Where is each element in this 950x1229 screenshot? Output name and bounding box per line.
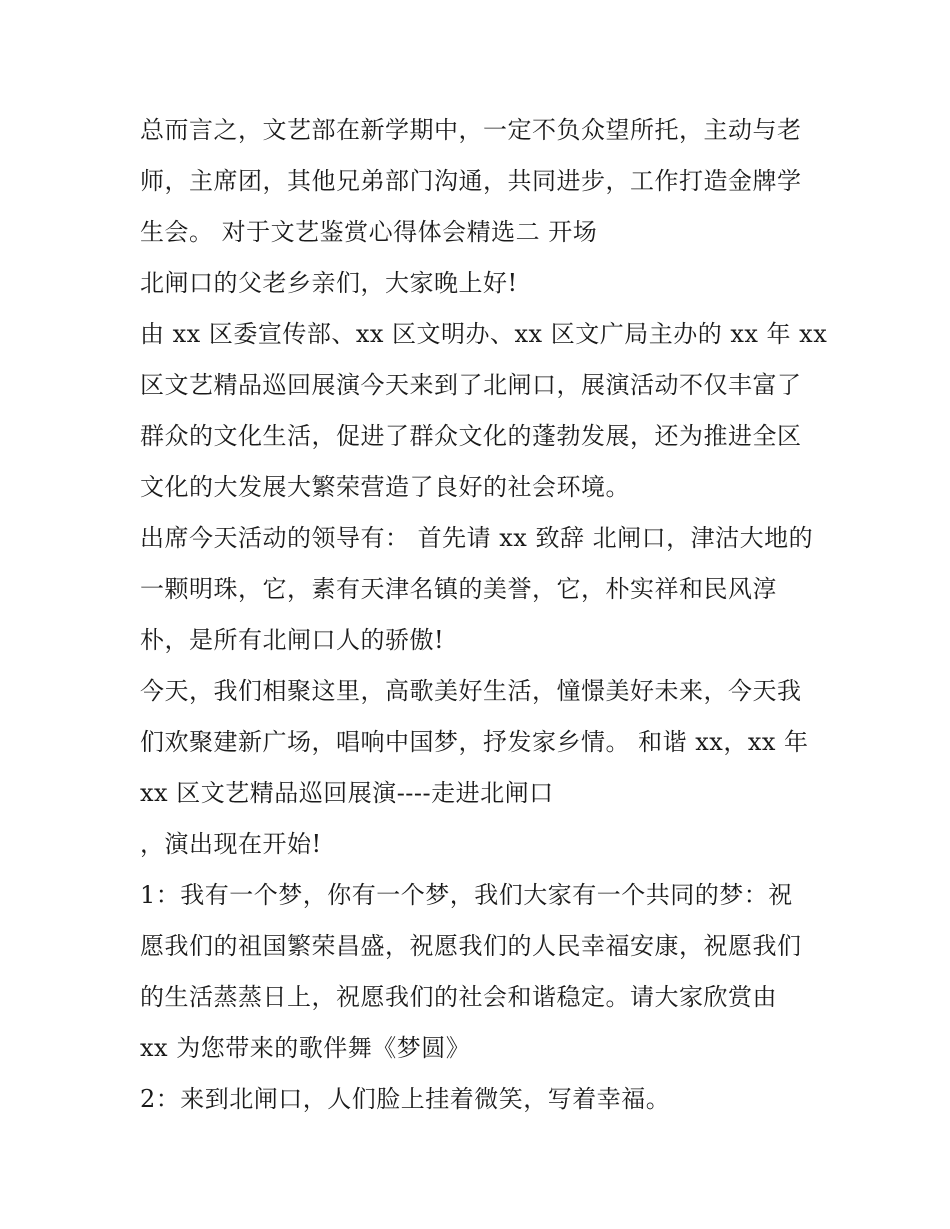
text-line: 生会。 对于文艺鉴赏心得体会精选二 开场 [140, 218, 598, 246]
text-line: 朴，是所有北闸口人的骄傲! [140, 626, 445, 654]
text-line: 师，主席团，其他兄弟部门沟通，共同进步，工作打造金牌学 [140, 167, 802, 195]
text-line: 今天，我们相聚这里，高歌美好生活，憧憬美好未来，今天我 [140, 677, 802, 705]
text-line: 区文艺精品巡回展演今天来到了北闸口，展演活动不仅丰富了 [140, 371, 802, 399]
text-line: 总而言之，文艺部在新学期中，一定不负众望所托，主动与老 [140, 116, 802, 144]
text-line: 出席今天活动的领导有： 首先请 xx 致辞 北闸口，津沽大地的 [140, 524, 814, 552]
text-line: 的生活蒸蒸日上，祝愿我们的社会和谐稳定。请大家欣赏由 [140, 983, 777, 1011]
text-line: 群众的文化生活，促进了群众文化的蓬勃发展，还为推进全区 [140, 422, 802, 450]
text-line: 文化的大发展大繁荣营造了良好的社会环境。 [140, 473, 630, 501]
text-line: 们欢聚建新广场，唱响中国梦，抒发家乡情。 和谐 xx，xx 年 [140, 728, 809, 756]
text-line: 2：来到北闸口，人们脸上挂着微笑，写着幸福。 [140, 1085, 671, 1113]
text-line: 北闸口的父老乡亲们，大家晚上好! [140, 269, 518, 297]
text-line: xx 区文艺精品巡回展演----走进北闸口 [140, 779, 554, 807]
text-line: 1：我有一个梦，你有一个梦，我们大家有一个共同的梦：祝 [140, 881, 793, 909]
text-line: 一颗明珠，它，素有天津名镇的美誉，它，朴实祥和民风淳 [140, 575, 777, 603]
text-line: 由 xx 区委宣传部、xx 区文明办、xx 区文广局主办的 xx 年 xx [140, 320, 828, 348]
text-line: xx 为您带来的歌伴舞《梦圆》 [140, 1034, 471, 1062]
text-line: 愿我们的祖国繁荣昌盛，祝愿我们的人民幸福安康，祝愿我们 [140, 932, 802, 960]
text-line: ，演出现在开始! [140, 830, 322, 858]
